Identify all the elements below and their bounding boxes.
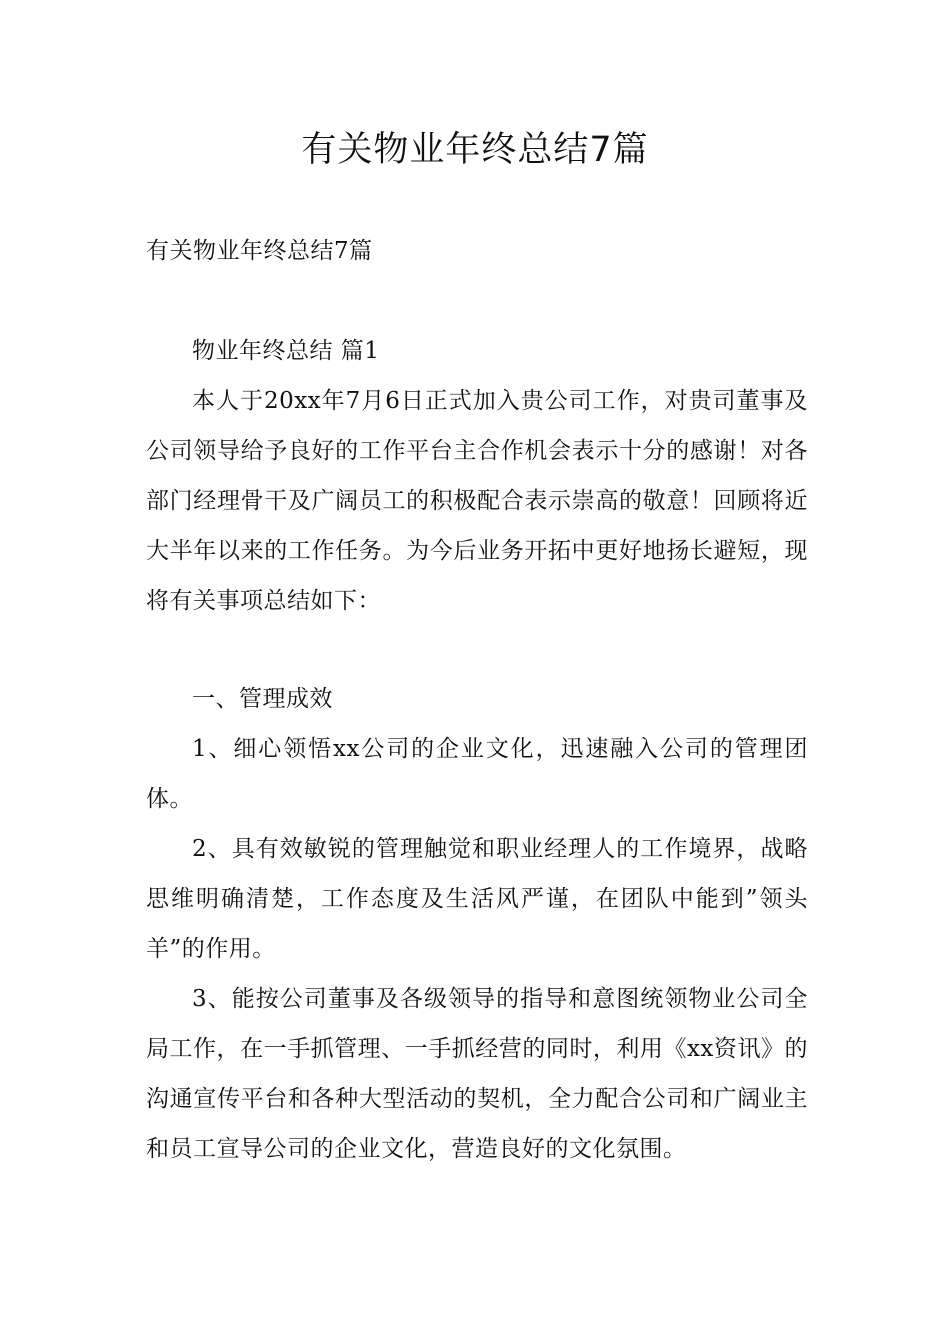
- list-item-3: 3、能按公司董事及各级领导的指导和意图统领物业公司全局工作，在一手抓管理、一手抓经营的同时，利用《xx资讯》的沟通宣传平台和各种大型活动的契机，全力配合公司和广阔业主和员工宣导公司的企业文化，营造良好的文化氛围。: [146, 986, 808, 1162]
- intro-paragraph: 本人于20xx年7月6日正式加入贵公司工作，对贵司董事及公司领导给予良好的工作平台主合作机会表示十分的感谢！对各部门经理骨干及广阔员工的积极配合表示崇高的敬意！回顾将近大半年以来的工作任务。为今后业务开拓中更好地扬长避短，现将有关事项总结如下：: [146, 388, 808, 614]
- document-subtitle: 有关物业年终总结7篇: [146, 238, 373, 264]
- list-item-1: 1、细心领悟xx公司的企业文化，迅速融入公司的管理团体。: [146, 736, 808, 812]
- list-item-2: 2、具有效敏锐的管理触觉和职业经理人的工作境界，战略思维明确清楚，工作态度及生活风严谨，在团队中能到”领头羊”的作用。: [146, 836, 808, 962]
- section-heading: 物业年终总结 篇1: [192, 338, 380, 364]
- document-title: 有关物业年终总结7篇: [301, 130, 649, 170]
- subsection-heading: 一、管理成效: [192, 686, 333, 712]
